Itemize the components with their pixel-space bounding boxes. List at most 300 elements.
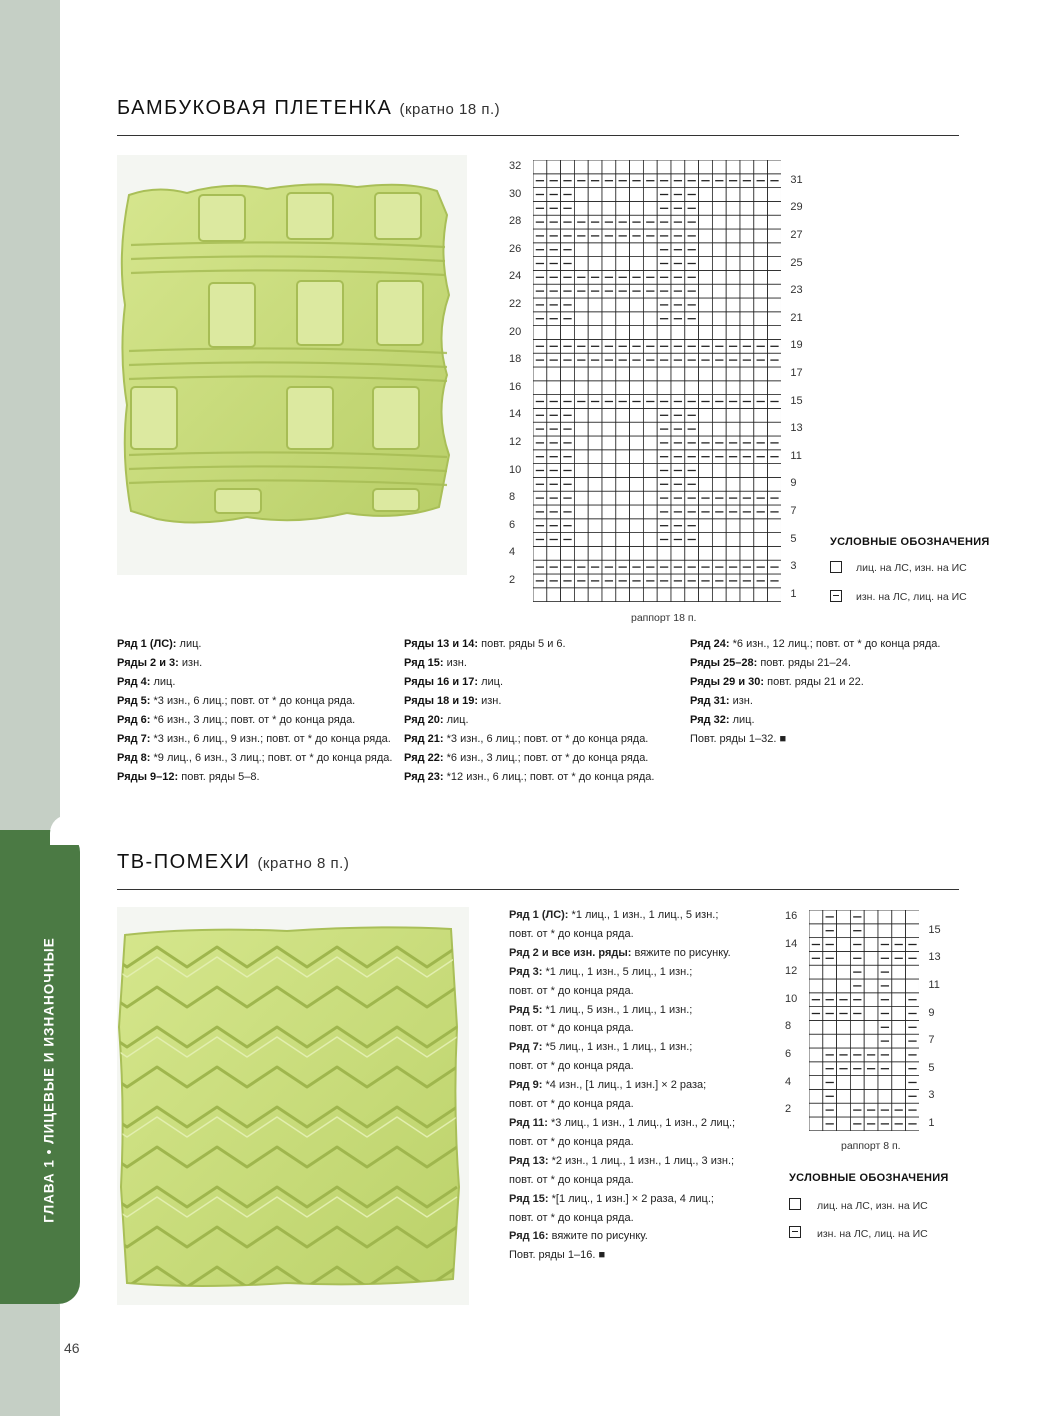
chart-row-number: 4 bbox=[509, 546, 516, 559]
chart-cell-knit bbox=[574, 201, 588, 215]
chart-cell-knit bbox=[850, 1089, 864, 1103]
chart-cell-knit bbox=[616, 436, 630, 450]
chart-cell-knit bbox=[699, 201, 713, 215]
chart-cell-knit bbox=[574, 298, 588, 312]
instruction-text: повт. от * до конца ряда. bbox=[509, 1211, 634, 1224]
instruction-line bbox=[117, 635, 392, 654]
chart-cell-knit bbox=[712, 270, 726, 284]
instruction-label: Ряд 5: bbox=[509, 1003, 543, 1016]
chart-cell-knit bbox=[574, 491, 588, 505]
chart-row-number: 29 bbox=[790, 201, 803, 214]
chart-cell-knit bbox=[768, 160, 782, 174]
legend2-knit-symbol bbox=[789, 1198, 801, 1210]
section1-instructions-col1 bbox=[117, 635, 392, 787]
instruction-text: повт. ряды 21–24. bbox=[757, 657, 851, 669]
chart-row-number: 1 bbox=[928, 1116, 935, 1129]
instruction-line bbox=[404, 635, 654, 654]
instruction-line bbox=[509, 1038, 735, 1057]
chart-cell-knit bbox=[864, 1007, 878, 1021]
chart-cell-knit bbox=[837, 1089, 851, 1103]
chart-cell-knit bbox=[547, 381, 561, 395]
chart-cell-knit bbox=[602, 188, 616, 202]
instruction-label: Ряды 2 и 3: bbox=[117, 657, 179, 669]
chart-cell-knit bbox=[754, 284, 768, 298]
chart-cell-knit bbox=[864, 951, 878, 965]
chart-cell-knit bbox=[712, 215, 726, 229]
chart-cell-knit bbox=[602, 201, 616, 215]
chart-cell-knit bbox=[643, 422, 657, 436]
chart-cell-knit bbox=[616, 188, 630, 202]
chart-cell-knit bbox=[685, 326, 699, 340]
section1-subtitle: (кратно 18 п.) bbox=[399, 101, 501, 118]
chart-row-number: 14 bbox=[785, 937, 798, 950]
chart-cell-knit bbox=[892, 1076, 906, 1090]
chart-cell-knit bbox=[906, 910, 920, 924]
chart-cell-knit bbox=[616, 477, 630, 491]
chart-cell-knit bbox=[643, 450, 657, 464]
chart-cell-knit bbox=[616, 367, 630, 381]
chart-cell-knit bbox=[864, 1034, 878, 1048]
chart-cell-knit bbox=[768, 270, 782, 284]
chart-cell-knit bbox=[602, 464, 616, 478]
chart-row-number: 16 bbox=[509, 380, 522, 393]
chart-row-number: 8 bbox=[785, 1020, 792, 1033]
chart-cell-knit bbox=[892, 1089, 906, 1103]
chart-cell-knit bbox=[754, 229, 768, 243]
chart-cell-knit bbox=[712, 367, 726, 381]
chart-cell-knit bbox=[643, 326, 657, 340]
instruction-text: лиц. bbox=[443, 714, 469, 726]
instruction-label: Ряды 29 и 30: bbox=[690, 676, 765, 688]
chart-row-number: 26 bbox=[509, 242, 522, 255]
chart-cell-knit bbox=[616, 533, 630, 547]
instruction-text: *6 изн., 3 лиц.; повт. от * до конца ряда. bbox=[443, 752, 649, 764]
chart-cell-knit bbox=[878, 1076, 892, 1090]
chart-cell-knit bbox=[837, 910, 851, 924]
chart-cell-knit bbox=[643, 201, 657, 215]
chart-cell-knit bbox=[809, 1020, 823, 1034]
chart-cell-knit bbox=[740, 188, 754, 202]
instruction-text: *[1 лиц., 1 изн.] × 2 раза, 4 лиц.; bbox=[548, 1192, 714, 1205]
chart-row-number: 3 bbox=[790, 560, 797, 573]
instruction-line bbox=[690, 673, 940, 692]
chart-row-number: 23 bbox=[790, 284, 803, 297]
chart-cell-knit bbox=[892, 979, 906, 993]
chart-cell-knit bbox=[712, 188, 726, 202]
chart-cell-knit bbox=[616, 422, 630, 436]
chart-cell-knit bbox=[602, 381, 616, 395]
chart-cell-knit bbox=[588, 201, 602, 215]
instruction-text: *3 изн., 6 лиц.; повт. от * до конца ряда. bbox=[443, 733, 649, 745]
chart-row-number: 30 bbox=[509, 187, 522, 200]
chart-cell-knit bbox=[712, 284, 726, 298]
section2-title-main: ТВ-ПОМЕХИ bbox=[117, 851, 251, 873]
chart-cell-knit bbox=[726, 588, 740, 602]
chart-cell-knit bbox=[574, 243, 588, 257]
chart-cell-knit bbox=[630, 491, 644, 505]
chart-cell-knit bbox=[878, 910, 892, 924]
chart-cell-knit bbox=[616, 505, 630, 519]
chart-cell-knit bbox=[892, 993, 906, 1007]
instruction-line bbox=[404, 768, 654, 787]
chart-cell-knit bbox=[837, 924, 851, 938]
chart-cell-knit bbox=[768, 312, 782, 326]
instruction-label: Ряд 23: bbox=[404, 771, 444, 783]
chart-row-number: 20 bbox=[509, 325, 522, 338]
chart-cell-knit bbox=[630, 257, 644, 271]
chart-cell-knit bbox=[726, 477, 740, 491]
chart-cell-knit bbox=[837, 1103, 851, 1117]
instruction-label: Ряд 15: bbox=[404, 657, 444, 669]
chart-cell-knit bbox=[588, 367, 602, 381]
chart-cell-knit bbox=[809, 965, 823, 979]
chart-cell-knit bbox=[616, 519, 630, 533]
chart-cell-knit bbox=[726, 160, 740, 174]
chart-cell-knit bbox=[574, 381, 588, 395]
instruction-label: Ряд 13: bbox=[509, 1154, 549, 1167]
instruction-text: лиц. bbox=[150, 676, 176, 688]
chart-cell-knit bbox=[616, 312, 630, 326]
chart-cell-knit bbox=[588, 408, 602, 422]
instruction-line bbox=[690, 635, 940, 654]
instruction-line bbox=[509, 1227, 735, 1246]
instruction-line bbox=[509, 1095, 735, 1114]
chart-cell-knit bbox=[740, 326, 754, 340]
instruction-line bbox=[509, 1019, 735, 1038]
chart-row-number: 13 bbox=[790, 422, 803, 435]
chart-cell-knit bbox=[892, 1007, 906, 1021]
chart-cell-knit bbox=[547, 546, 561, 560]
chart-cell-knit bbox=[616, 546, 630, 560]
chart-cell-knit bbox=[754, 215, 768, 229]
chart-cell-knit bbox=[561, 326, 575, 340]
chart-cell-knit bbox=[768, 201, 782, 215]
chart-row-number: 21 bbox=[790, 311, 803, 324]
chart-cell-knit bbox=[768, 326, 782, 340]
chart-cell-knit bbox=[574, 477, 588, 491]
chart-row-number: 31 bbox=[790, 173, 803, 186]
chart-cell-knit bbox=[740, 215, 754, 229]
chart-cell-knit bbox=[754, 519, 768, 533]
chart-cell-knit bbox=[768, 464, 782, 478]
chapter-label: ГЛАВА 1 • ЛИЦЕВЫЕ И ИЗНАНОЧНЫЕ bbox=[41, 937, 57, 1223]
chart-cell-knit bbox=[602, 450, 616, 464]
chart-row-number: 22 bbox=[509, 297, 522, 310]
chart-cell-knit bbox=[712, 477, 726, 491]
instruction-line bbox=[509, 963, 735, 982]
chart-cell-knit bbox=[892, 924, 906, 938]
chart-cell-knit bbox=[740, 422, 754, 436]
chart-cell-knit bbox=[699, 519, 713, 533]
chart-cell-knit bbox=[616, 257, 630, 271]
instruction-line bbox=[404, 673, 654, 692]
chart-cell-knit bbox=[740, 367, 754, 381]
chart-cell-knit bbox=[740, 533, 754, 547]
chart-cell-knit bbox=[740, 408, 754, 422]
chart1-caption: раппорт 18 п. bbox=[631, 612, 697, 624]
chart-cell-knit bbox=[616, 160, 630, 174]
chart-cell-knit bbox=[726, 533, 740, 547]
chart-row-number: 9 bbox=[790, 477, 797, 490]
chart-cell-knit bbox=[602, 546, 616, 560]
chart-cell-knit bbox=[768, 229, 782, 243]
instruction-text: *3 лиц., 1 изн., 1 лиц., 1 изн., 2 лиц.; bbox=[547, 1116, 736, 1129]
chart-cell-knit bbox=[712, 243, 726, 257]
chart-cell-knit bbox=[588, 491, 602, 505]
chart-cell-knit bbox=[740, 464, 754, 478]
chart-row-number: 19 bbox=[790, 339, 803, 352]
chart-cell-knit bbox=[699, 160, 713, 174]
chart-row-number: 5 bbox=[928, 1061, 935, 1074]
chart-cell-knit bbox=[768, 367, 782, 381]
chart-cell-knit bbox=[643, 298, 657, 312]
chart-cell-knit bbox=[740, 546, 754, 560]
instruction-line bbox=[509, 1114, 735, 1133]
chart-cell-knit bbox=[643, 519, 657, 533]
tv-static-swatch-image bbox=[117, 907, 469, 1305]
instruction-text: Повт. ряды 1–32. ■ bbox=[690, 733, 787, 745]
chart-cell-knit bbox=[768, 588, 782, 602]
chart-cell-knit bbox=[768, 408, 782, 422]
section1-instructions-col3 bbox=[690, 635, 940, 749]
chart-cell-knit bbox=[671, 381, 685, 395]
instruction-label: Ряды 16 и 17: bbox=[404, 676, 479, 688]
chart-cell-knit bbox=[864, 938, 878, 952]
chart-cell-knit bbox=[533, 326, 547, 340]
chart-row-number: 13 bbox=[928, 951, 941, 964]
section2-title bbox=[117, 851, 349, 874]
chart-row-number: 12 bbox=[509, 435, 522, 448]
chart-cell-knit bbox=[712, 326, 726, 340]
chart-cell-knit bbox=[768, 298, 782, 312]
chart-cell-knit bbox=[574, 367, 588, 381]
chart-cell-knit bbox=[630, 201, 644, 215]
chart-cell-knit bbox=[588, 257, 602, 271]
chart-cell-knit bbox=[740, 519, 754, 533]
chart-cell-knit bbox=[864, 1089, 878, 1103]
instruction-text: повт. от * до конца ряда. bbox=[509, 1060, 634, 1073]
chart-cell-knit bbox=[726, 215, 740, 229]
chart-cell-knit bbox=[809, 1089, 823, 1103]
chart-cell-knit bbox=[837, 1076, 851, 1090]
chart-cell-knit bbox=[602, 422, 616, 436]
chart-cell-knit bbox=[864, 910, 878, 924]
chart-cell-knit bbox=[616, 408, 630, 422]
chart-cell-knit bbox=[864, 965, 878, 979]
chart-cell-knit bbox=[699, 270, 713, 284]
chart-cell-knit bbox=[878, 924, 892, 938]
chart-cell-knit bbox=[740, 381, 754, 395]
chart-cell-knit bbox=[574, 422, 588, 436]
chart-cell-knit bbox=[740, 284, 754, 298]
chart-cell-knit bbox=[726, 284, 740, 298]
instruction-line bbox=[509, 944, 735, 963]
instruction-text: Повт. ряды 1–16. ■ bbox=[509, 1249, 606, 1262]
chart-row-number: 2 bbox=[785, 1103, 792, 1116]
chart-cell-knit bbox=[588, 519, 602, 533]
chart2-caption: раппорт 8 п. bbox=[841, 1140, 901, 1152]
chart-row-number: 14 bbox=[509, 408, 522, 421]
chart-cell-knit bbox=[837, 1034, 851, 1048]
instruction-label: Ряд 15: bbox=[509, 1192, 549, 1205]
chart-cell-knit bbox=[602, 257, 616, 271]
chart-cell-knit bbox=[588, 381, 602, 395]
chart-cell-knit bbox=[574, 436, 588, 450]
chart-cell-knit bbox=[809, 1103, 823, 1117]
chart-cell-knit bbox=[533, 367, 547, 381]
chart-cell-knit bbox=[726, 408, 740, 422]
chart-row-number: 2 bbox=[509, 573, 516, 586]
chart-row-number: 9 bbox=[928, 1006, 935, 1019]
chart-cell-knit bbox=[878, 1089, 892, 1103]
chart-cell-knit bbox=[574, 505, 588, 519]
instruction-label: Ряд 4: bbox=[117, 676, 151, 688]
instruction-line bbox=[509, 1001, 735, 1020]
chart-cell-knit bbox=[602, 491, 616, 505]
chart-cell-knit bbox=[754, 381, 768, 395]
chart-cell-knit bbox=[699, 422, 713, 436]
instruction-label: Ряд 8: bbox=[117, 752, 151, 764]
instruction-line bbox=[509, 1152, 735, 1171]
chart-cell-knit bbox=[602, 533, 616, 547]
chart-cell-knit bbox=[588, 160, 602, 174]
chart-cell-knit bbox=[643, 491, 657, 505]
chart-cell-knit bbox=[712, 229, 726, 243]
instruction-text: *1 лиц., 1 изн., 5 лиц., 1 изн.; bbox=[542, 965, 693, 978]
chart-cell-knit bbox=[561, 381, 575, 395]
legend1-title: УСЛОВНЫЕ ОБОЗНАЧЕНИЯ bbox=[830, 536, 990, 548]
chart-cell-knit bbox=[588, 436, 602, 450]
chart-row-number: 12 bbox=[785, 965, 798, 978]
chart-row-number: 32 bbox=[509, 159, 522, 172]
chart-cell-knit bbox=[837, 1020, 851, 1034]
chart-cell-knit bbox=[602, 326, 616, 340]
instruction-text: изн. bbox=[478, 695, 502, 707]
chart-cell-knit bbox=[768, 533, 782, 547]
chart-cell-knit bbox=[588, 464, 602, 478]
chart-cell-knit bbox=[768, 477, 782, 491]
chart-cell-knit bbox=[837, 1117, 851, 1131]
chart-cell-knit bbox=[616, 326, 630, 340]
chart-cell-knit bbox=[547, 326, 561, 340]
instruction-label: Ряд 3: bbox=[509, 965, 543, 978]
chart-row-number: 10 bbox=[785, 992, 798, 1005]
instruction-text: *6 изн., 12 лиц.; повт. от * до конца ряда. bbox=[729, 638, 941, 650]
instruction-text: *12 изн., 6 лиц.; повт. от * до конца ряда. bbox=[443, 771, 655, 783]
instruction-line bbox=[509, 1076, 735, 1095]
chart-row-number: 27 bbox=[790, 228, 803, 241]
tv-static-chart bbox=[809, 910, 919, 1131]
chart-cell-knit bbox=[574, 326, 588, 340]
instruction-text: *1 лиц., 1 изн., 1 лиц., 5 изн.; bbox=[568, 909, 719, 921]
chart-cell-knit bbox=[712, 201, 726, 215]
chart-cell-knit bbox=[712, 257, 726, 271]
chart-cell-knit bbox=[712, 464, 726, 478]
chart-cell-knit bbox=[657, 326, 671, 340]
chart-cell-knit bbox=[768, 519, 782, 533]
chart-cell-knit bbox=[643, 243, 657, 257]
chart-cell-knit bbox=[809, 1048, 823, 1062]
chart-row-number: 3 bbox=[928, 1089, 935, 1102]
chart-cell-knit bbox=[809, 1062, 823, 1076]
chart-cell-knit bbox=[671, 367, 685, 381]
chart-cell-knit bbox=[726, 422, 740, 436]
chart-cell-knit bbox=[726, 229, 740, 243]
instruction-text: повт. ряды 5 и 6. bbox=[478, 638, 566, 650]
instruction-text: повт. от * до конца ряда. bbox=[509, 1135, 634, 1148]
chart-cell-knit bbox=[754, 533, 768, 547]
instruction-line bbox=[117, 730, 392, 749]
chart-cell-knit bbox=[561, 367, 575, 381]
chart-cell-knit bbox=[533, 160, 547, 174]
chart-cell-knit bbox=[823, 965, 837, 979]
chart-cell-knit bbox=[630, 408, 644, 422]
chart-cell-knit bbox=[643, 546, 657, 560]
chart-row-number: 10 bbox=[509, 463, 522, 476]
chart-cell-knit bbox=[768, 546, 782, 560]
instruction-text: повт. от * до конца ряда. bbox=[509, 927, 634, 940]
chart-cell-knit bbox=[754, 546, 768, 560]
chart-cell-knit bbox=[630, 243, 644, 257]
chart-cell-knit bbox=[699, 533, 713, 547]
chart-cell-knit bbox=[754, 367, 768, 381]
chart-cell-knit bbox=[630, 312, 644, 326]
instruction-label: Ряды 25–28: bbox=[690, 657, 758, 669]
instruction-text: лиц. bbox=[176, 638, 202, 650]
chart-cell-knit bbox=[754, 408, 768, 422]
chart-cell-knit bbox=[712, 160, 726, 174]
chart-cell-knit bbox=[892, 910, 906, 924]
chart-cell-knit bbox=[754, 257, 768, 271]
chart-cell-knit bbox=[712, 533, 726, 547]
chart-row-number: 15 bbox=[790, 394, 803, 407]
chart-cell-knit bbox=[837, 951, 851, 965]
instruction-label: Ряд 6: bbox=[117, 714, 151, 726]
instruction-label: Ряд 7: bbox=[509, 1041, 543, 1054]
chart-cell-knit bbox=[671, 588, 685, 602]
chart-cell-knit bbox=[726, 201, 740, 215]
chart-cell-knit bbox=[726, 188, 740, 202]
instruction-line bbox=[117, 673, 392, 692]
chart-cell-knit bbox=[768, 215, 782, 229]
instruction-text: лиц. bbox=[478, 676, 504, 688]
instruction-label: Ряд 2 и все изн. ряды: bbox=[509, 946, 632, 959]
chart-cell-knit bbox=[754, 243, 768, 257]
instruction-text: *1 лиц., 5 изн., 1 лиц., 1 изн.; bbox=[542, 1003, 693, 1016]
chart-cell-knit bbox=[602, 436, 616, 450]
chart-cell-knit bbox=[823, 1020, 837, 1034]
instruction-line bbox=[117, 692, 392, 711]
chapter-tab bbox=[0, 830, 80, 1304]
chart-cell-knit bbox=[630, 519, 644, 533]
chart-cell-knit bbox=[616, 464, 630, 478]
chart-cell-knit bbox=[823, 979, 837, 993]
chart-cell-knit bbox=[574, 450, 588, 464]
chart-cell-knit bbox=[726, 243, 740, 257]
chart-row-number: 25 bbox=[790, 256, 803, 269]
chart-cell-knit bbox=[726, 519, 740, 533]
chart-row-number: 8 bbox=[509, 491, 516, 504]
chart-cell-knit bbox=[892, 1034, 906, 1048]
instruction-line bbox=[404, 730, 654, 749]
chart-cell-knit bbox=[740, 270, 754, 284]
chart-cell-knit bbox=[699, 298, 713, 312]
chart-cell-knit bbox=[754, 588, 768, 602]
chart-cell-knit bbox=[574, 188, 588, 202]
chart-cell-knit bbox=[712, 408, 726, 422]
chart-cell-knit bbox=[630, 450, 644, 464]
chart-cell-knit bbox=[588, 505, 602, 519]
